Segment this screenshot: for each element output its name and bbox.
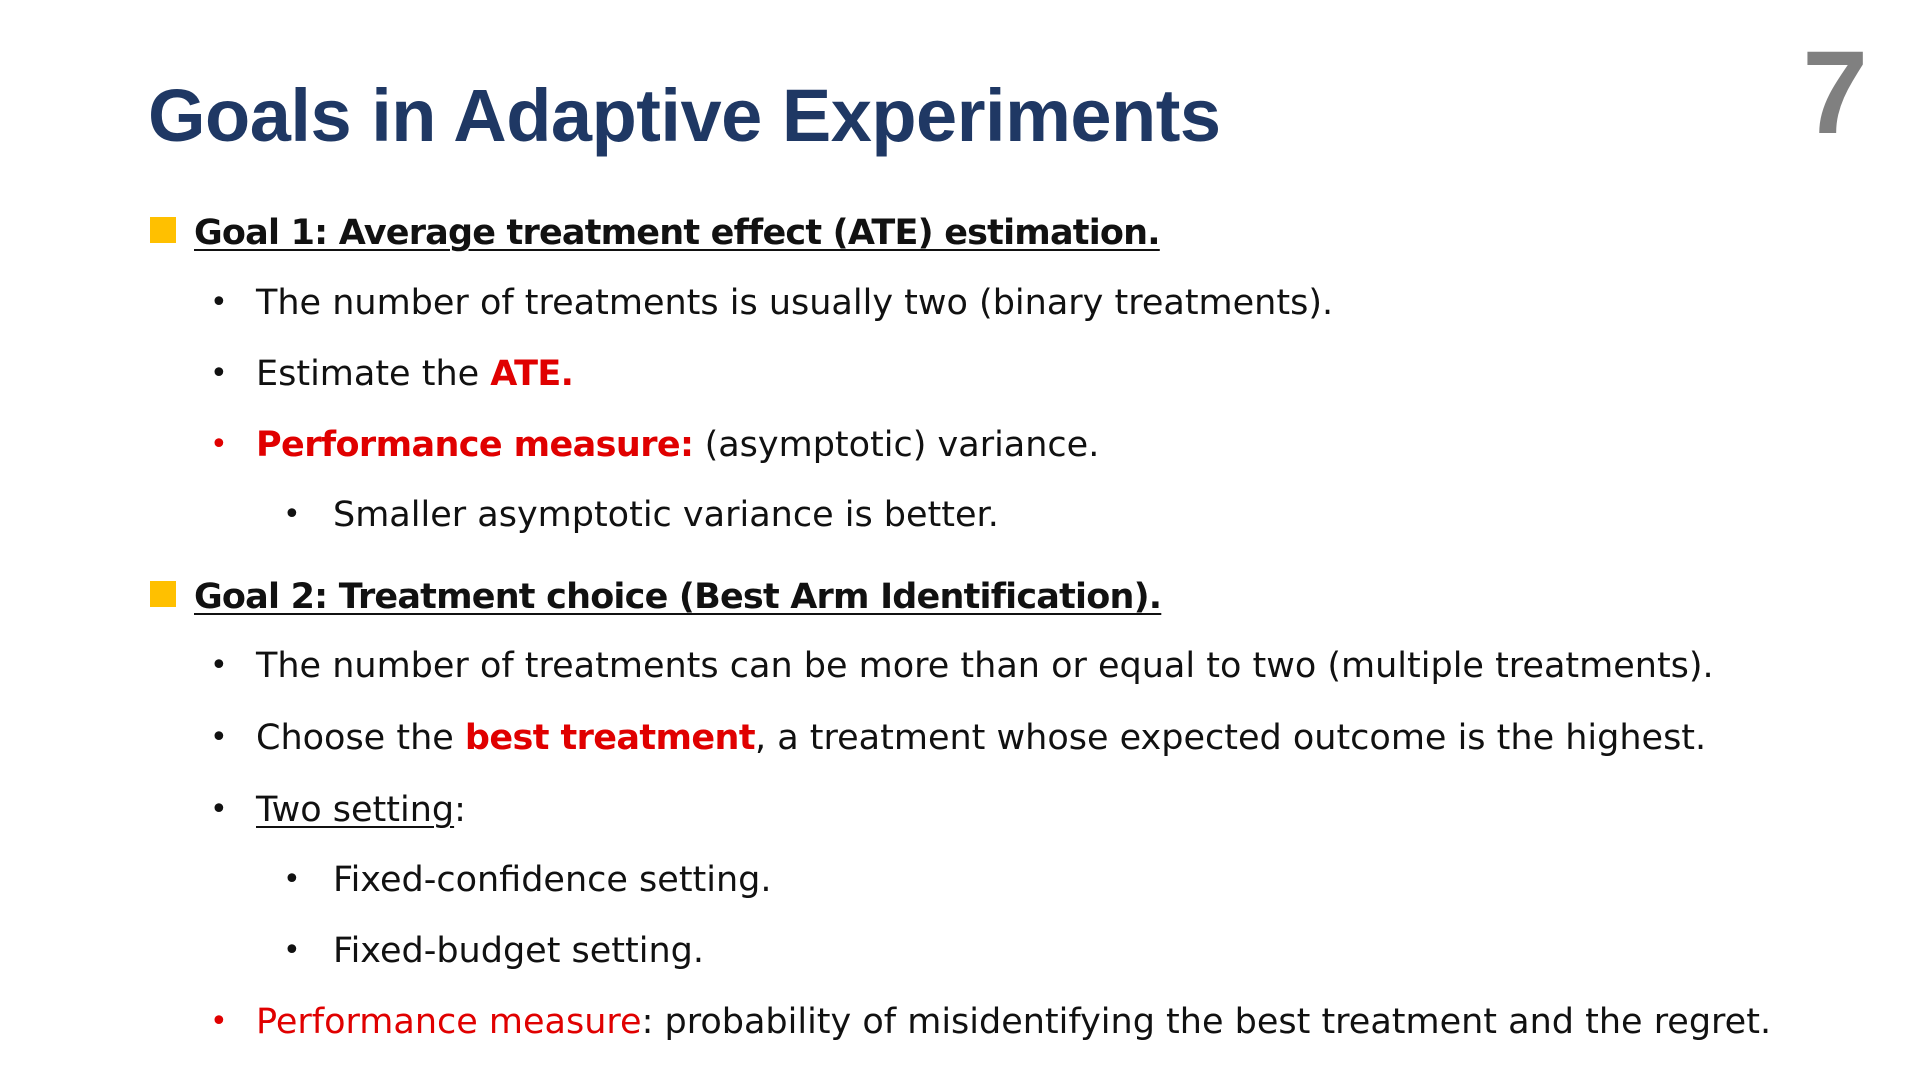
- goal2-item-1-text: The number of treatments can be more than or equal to two (multiple treatments).: [256, 646, 1714, 686]
- goal2-item-3-sub-1-text: Fixed-confidence setting.: [333, 860, 772, 900]
- goal1-item-1: [210, 278, 1333, 328]
- goal2-item-3-sub-2: [283, 926, 704, 976]
- goal1-item-3-sub-1: [283, 490, 999, 540]
- goal2-item-3-sub-2-text: Fixed-budget setting.: [333, 931, 705, 971]
- goal2-heading-line: [150, 572, 1161, 622]
- goal1-item-2: [210, 349, 573, 399]
- round-bullet-icon: •: [210, 427, 228, 462]
- page-number: 7: [1802, 27, 1868, 159]
- round-bullet-icon: •: [283, 497, 301, 532]
- goal2-item-2-prefix: Choose the: [256, 718, 465, 758]
- goal2-item-1: [210, 641, 1714, 691]
- round-bullet-icon: •: [283, 933, 301, 968]
- square-bullet-icon: [150, 217, 176, 243]
- goal2-item-2-highlight: best treatment: [464, 718, 755, 758]
- goal1-item-2-highlight: ATE.: [490, 354, 574, 394]
- round-bullet-icon: •: [210, 648, 228, 683]
- goal1-item-3-highlight: Performance measure:: [256, 425, 694, 465]
- square-bullet-icon: [150, 581, 176, 607]
- goal2-item-2-rest: , a treatment whose expected outcome is the highest.: [754, 718, 1707, 758]
- goal2-item-2: [210, 713, 1706, 763]
- goal2-item-4-highlight: Performance measure: [256, 1002, 642, 1042]
- goal1-heading-line: [150, 208, 1160, 258]
- goal1-item-2-prefix: Estimate the: [256, 354, 491, 394]
- goal2-item-4-rest: : probability of misidentifying the best treatment and the regret.: [641, 1002, 1772, 1042]
- goal1-item-1-text: The number of treatments is usually two (binary treatments).: [256, 283, 1334, 323]
- round-bullet-icon: •: [210, 1004, 228, 1039]
- goal2-item-4: [210, 997, 1771, 1047]
- goal1-item-3-rest: (asymptotic) variance.: [693, 425, 1100, 465]
- goal2-item-3-underlined: Two setting: [256, 790, 455, 830]
- goal2-item-3-rest: :: [454, 790, 466, 830]
- round-bullet-icon: •: [210, 356, 228, 391]
- goal2-heading: Goal 2: Treatment choice (Best Arm Identification).: [194, 577, 1162, 617]
- page-title: Goals in Adaptive Experiments: [148, 74, 1221, 157]
- round-bullet-icon: •: [210, 285, 228, 320]
- round-bullet-icon: •: [210, 720, 228, 755]
- goal2-item-3-sub-1: [283, 855, 772, 905]
- round-bullet-icon: •: [283, 862, 301, 897]
- goal1-item-3: [210, 420, 1099, 470]
- round-bullet-icon: •: [210, 792, 228, 827]
- goal2-item-3: [210, 785, 466, 835]
- goal1-heading: Goal 1: Average treatment effect (ATE) estimation.: [194, 213, 1160, 253]
- goal1-item-3-sub-1-text: Smaller asymptotic variance is better.: [333, 495, 999, 535]
